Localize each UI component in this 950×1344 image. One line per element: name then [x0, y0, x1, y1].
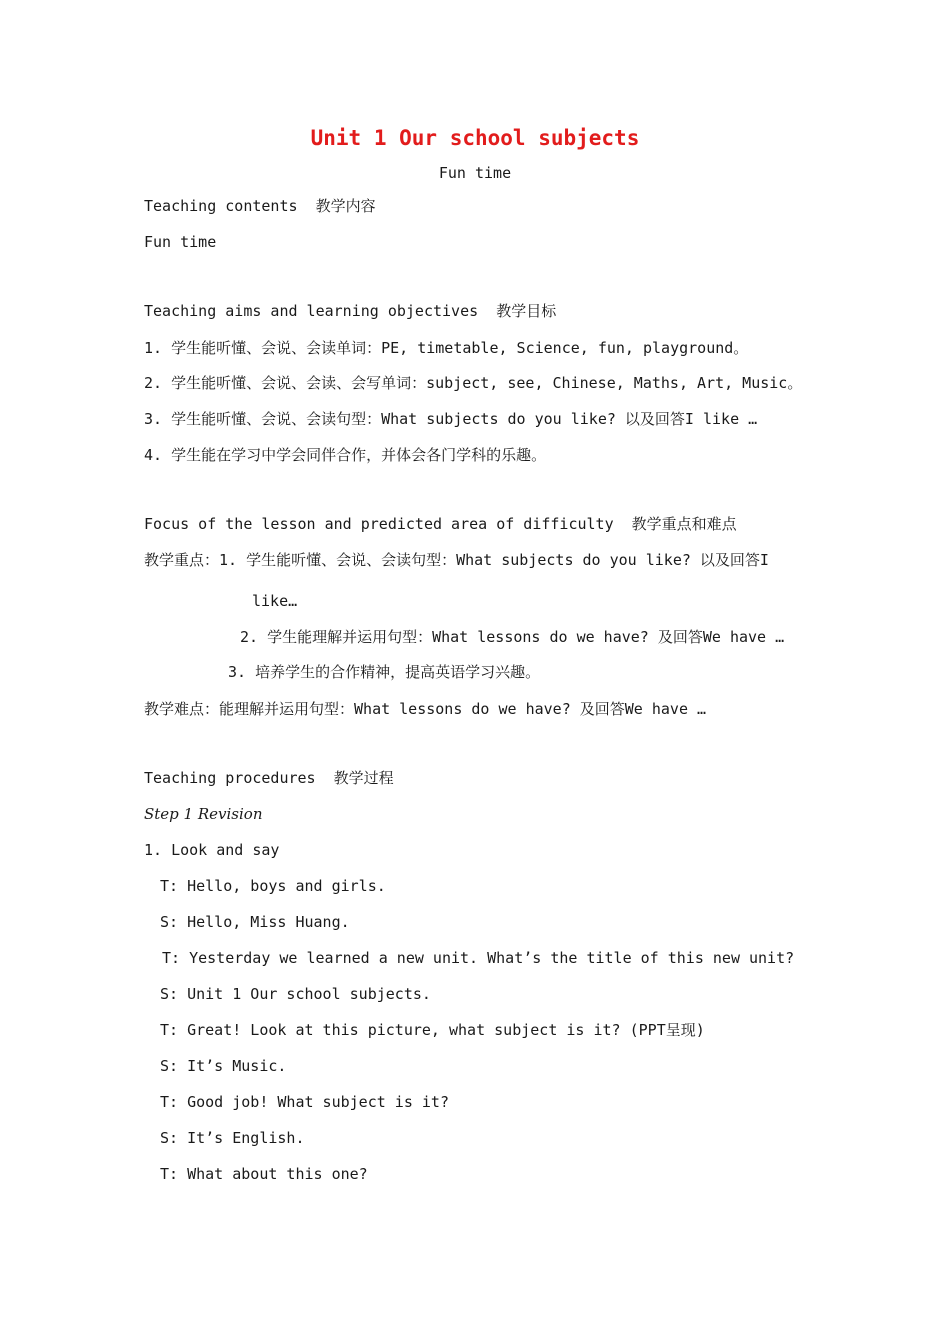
focus-point-1-continued: like… — [252, 592, 298, 610]
document-subtitle: Fun time — [438, 164, 512, 182]
focus-heading: Focus of the lesson and predicted area of difficulty 教学重点和难点 — [144, 515, 737, 533]
dialogue-line: T: What about this one? — [160, 1165, 368, 1183]
procedures-heading: Teaching procedures 教学过程 — [144, 769, 394, 787]
aim-item: 4. 学生能在学习中学会同伴合作，并体会各门学科的乐趣。 — [144, 446, 547, 464]
dialogue-line: S: Hello, Miss Huang. — [160, 913, 350, 931]
dialogue-line: T: Good job! What subject is it? — [160, 1093, 449, 1111]
aims-heading: Teaching aims and learning objectives 教学目标 — [144, 302, 557, 320]
aim-item: 2. 学生能听懂、会说、会读、会写单词：subject, see, Chinese, Maths, Art, Music。 — [144, 374, 803, 392]
document-title: Unit 1 Our school subjects — [310, 126, 640, 150]
dialogue-line: S: It’s Music. — [160, 1057, 287, 1075]
aim-item: 1. 学生能听懂、会说、会读单词：PE, timetable, Science, fun, playground。 — [144, 339, 749, 357]
dialogue-line: T: Yesterday we learned a new unit. What’s the title of this new unit? — [162, 949, 795, 967]
contents-body: Fun time — [144, 233, 217, 251]
focus-point-3: 3. 培养学生的合作精神，提高英语学习兴趣。 — [228, 663, 541, 681]
step-1-item: 1. Look and say — [144, 841, 280, 859]
dialogue-line: S: It’s English. — [160, 1129, 305, 1147]
step-1-heading: Step 1 Revision — [144, 805, 263, 823]
difficulty-point: 教学难点：能理解并运用句型：What lessons do we have? 及回答We have … — [144, 700, 707, 718]
dialogue-line: S: Unit 1 Our school subjects. — [160, 985, 431, 1003]
focus-point-2: 2. 学生能理解并运用句型：What lessons do we have? 及回答We have … — [240, 628, 785, 646]
aim-item: 3. 学生能听懂、会说、会读句型：What subjects do you like? 以及回答I like … — [144, 410, 758, 428]
focus-point-1: 教学重点：1. 学生能听懂、会说、会读句型：What subjects do you like? 以及回答I — [144, 551, 769, 569]
dialogue-line: T: Great! Look at this picture, what subject is it? (PPT呈现) — [160, 1021, 705, 1039]
dialogue-line: T: Hello, boys and girls. — [160, 877, 386, 895]
contents-heading: Teaching contents 教学内容 — [144, 197, 376, 215]
